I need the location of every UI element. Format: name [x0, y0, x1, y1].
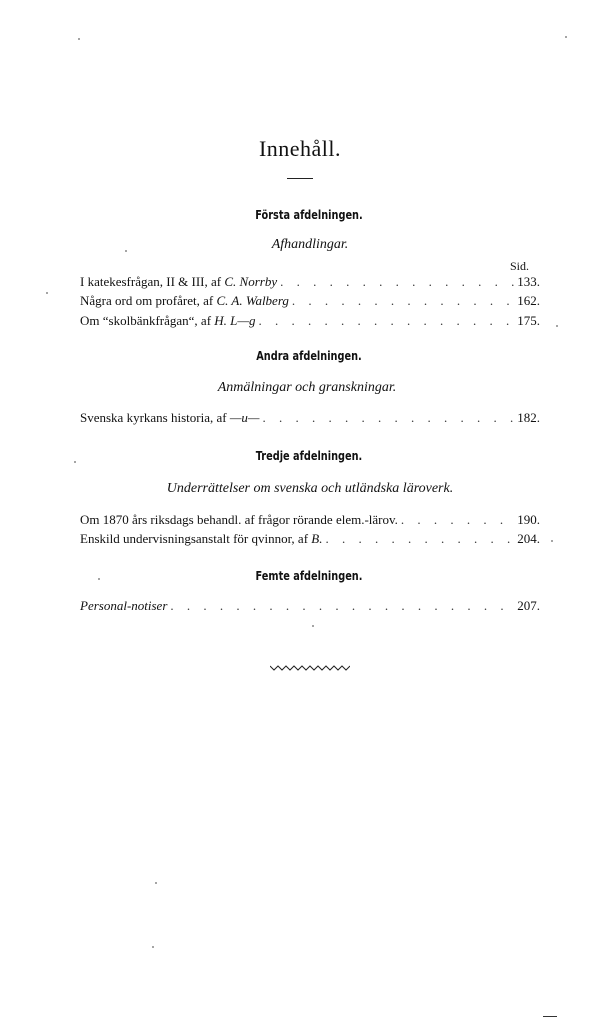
scan-speck [565, 36, 567, 38]
section-subheading-1: Afhandlingar. [271, 237, 349, 252]
section-subheading-3: Underrättelser om svenska och utländska läroverk. [166, 481, 454, 496]
leader-dots [325, 531, 514, 547]
wavy-ornament-icon [270, 662, 350, 672]
section-heading-4: Femte afdelningen. [255, 568, 363, 583]
scan-speck [46, 292, 48, 294]
leader-dots [170, 598, 514, 614]
entry-text: Om “skolbänkfrågan“, af H. L—g [80, 313, 256, 328]
scan-speck [74, 461, 76, 463]
title-rule [287, 178, 313, 179]
entry-text: Svenska kyrkans historia, af —u— [80, 410, 260, 425]
toc-entry [80, 293, 540, 309]
toc-entry [80, 598, 540, 614]
section-subheading-2: Anmälningar och granskningar. [217, 380, 397, 395]
scan-speck [78, 38, 80, 40]
scan-speck [155, 882, 157, 884]
scan-speck [125, 250, 127, 252]
toc-entry [80, 531, 540, 547]
section-heading-3: Tredje afdelningen. [255, 448, 363, 463]
entry-text: Om 1870 års riksdags behandl. af frågor rörande elem.-lärov. [80, 512, 398, 527]
page-column-label: Sid. [510, 259, 530, 273]
entry-text: Enskild undervisningsanstalt för qvinnor, af B. [80, 531, 323, 546]
entry-page: 204. [517, 531, 540, 546]
entry-page: 175. [517, 313, 540, 328]
leader-dots [262, 410, 514, 426]
toc-entry [80, 512, 540, 528]
entry-page: 182. [517, 410, 540, 425]
entry-page: 162. [517, 293, 540, 308]
scan-speck [551, 540, 553, 542]
toc-entry [80, 313, 540, 329]
section-heading-1: Första afdelningen. [255, 207, 363, 222]
entry-text: Några ord om profåret, af C. A. Walberg [80, 293, 289, 308]
leader-dots [292, 293, 514, 309]
entry-text: I katekesfrågan, II & III, af C. Norrby [80, 274, 278, 289]
entry-page: 133. [517, 274, 540, 289]
toc-entry [80, 410, 540, 426]
leader-dots [401, 512, 514, 528]
section-heading-2: Andra afdelningen. [256, 348, 362, 363]
toc-entry [80, 274, 540, 290]
scan-mark [543, 1016, 557, 1017]
scan-speck [152, 946, 154, 948]
page-title: Innehåll. [258, 136, 342, 161]
leader-dots [280, 274, 514, 290]
entry-page: 207. [517, 598, 540, 613]
entry-text: Personal-notiser [80, 598, 168, 613]
scan-speck [98, 578, 100, 580]
scan-speck [556, 325, 558, 327]
scan-speck [312, 625, 314, 627]
entry-page: 190. [517, 512, 540, 527]
leader-dots [258, 313, 514, 329]
